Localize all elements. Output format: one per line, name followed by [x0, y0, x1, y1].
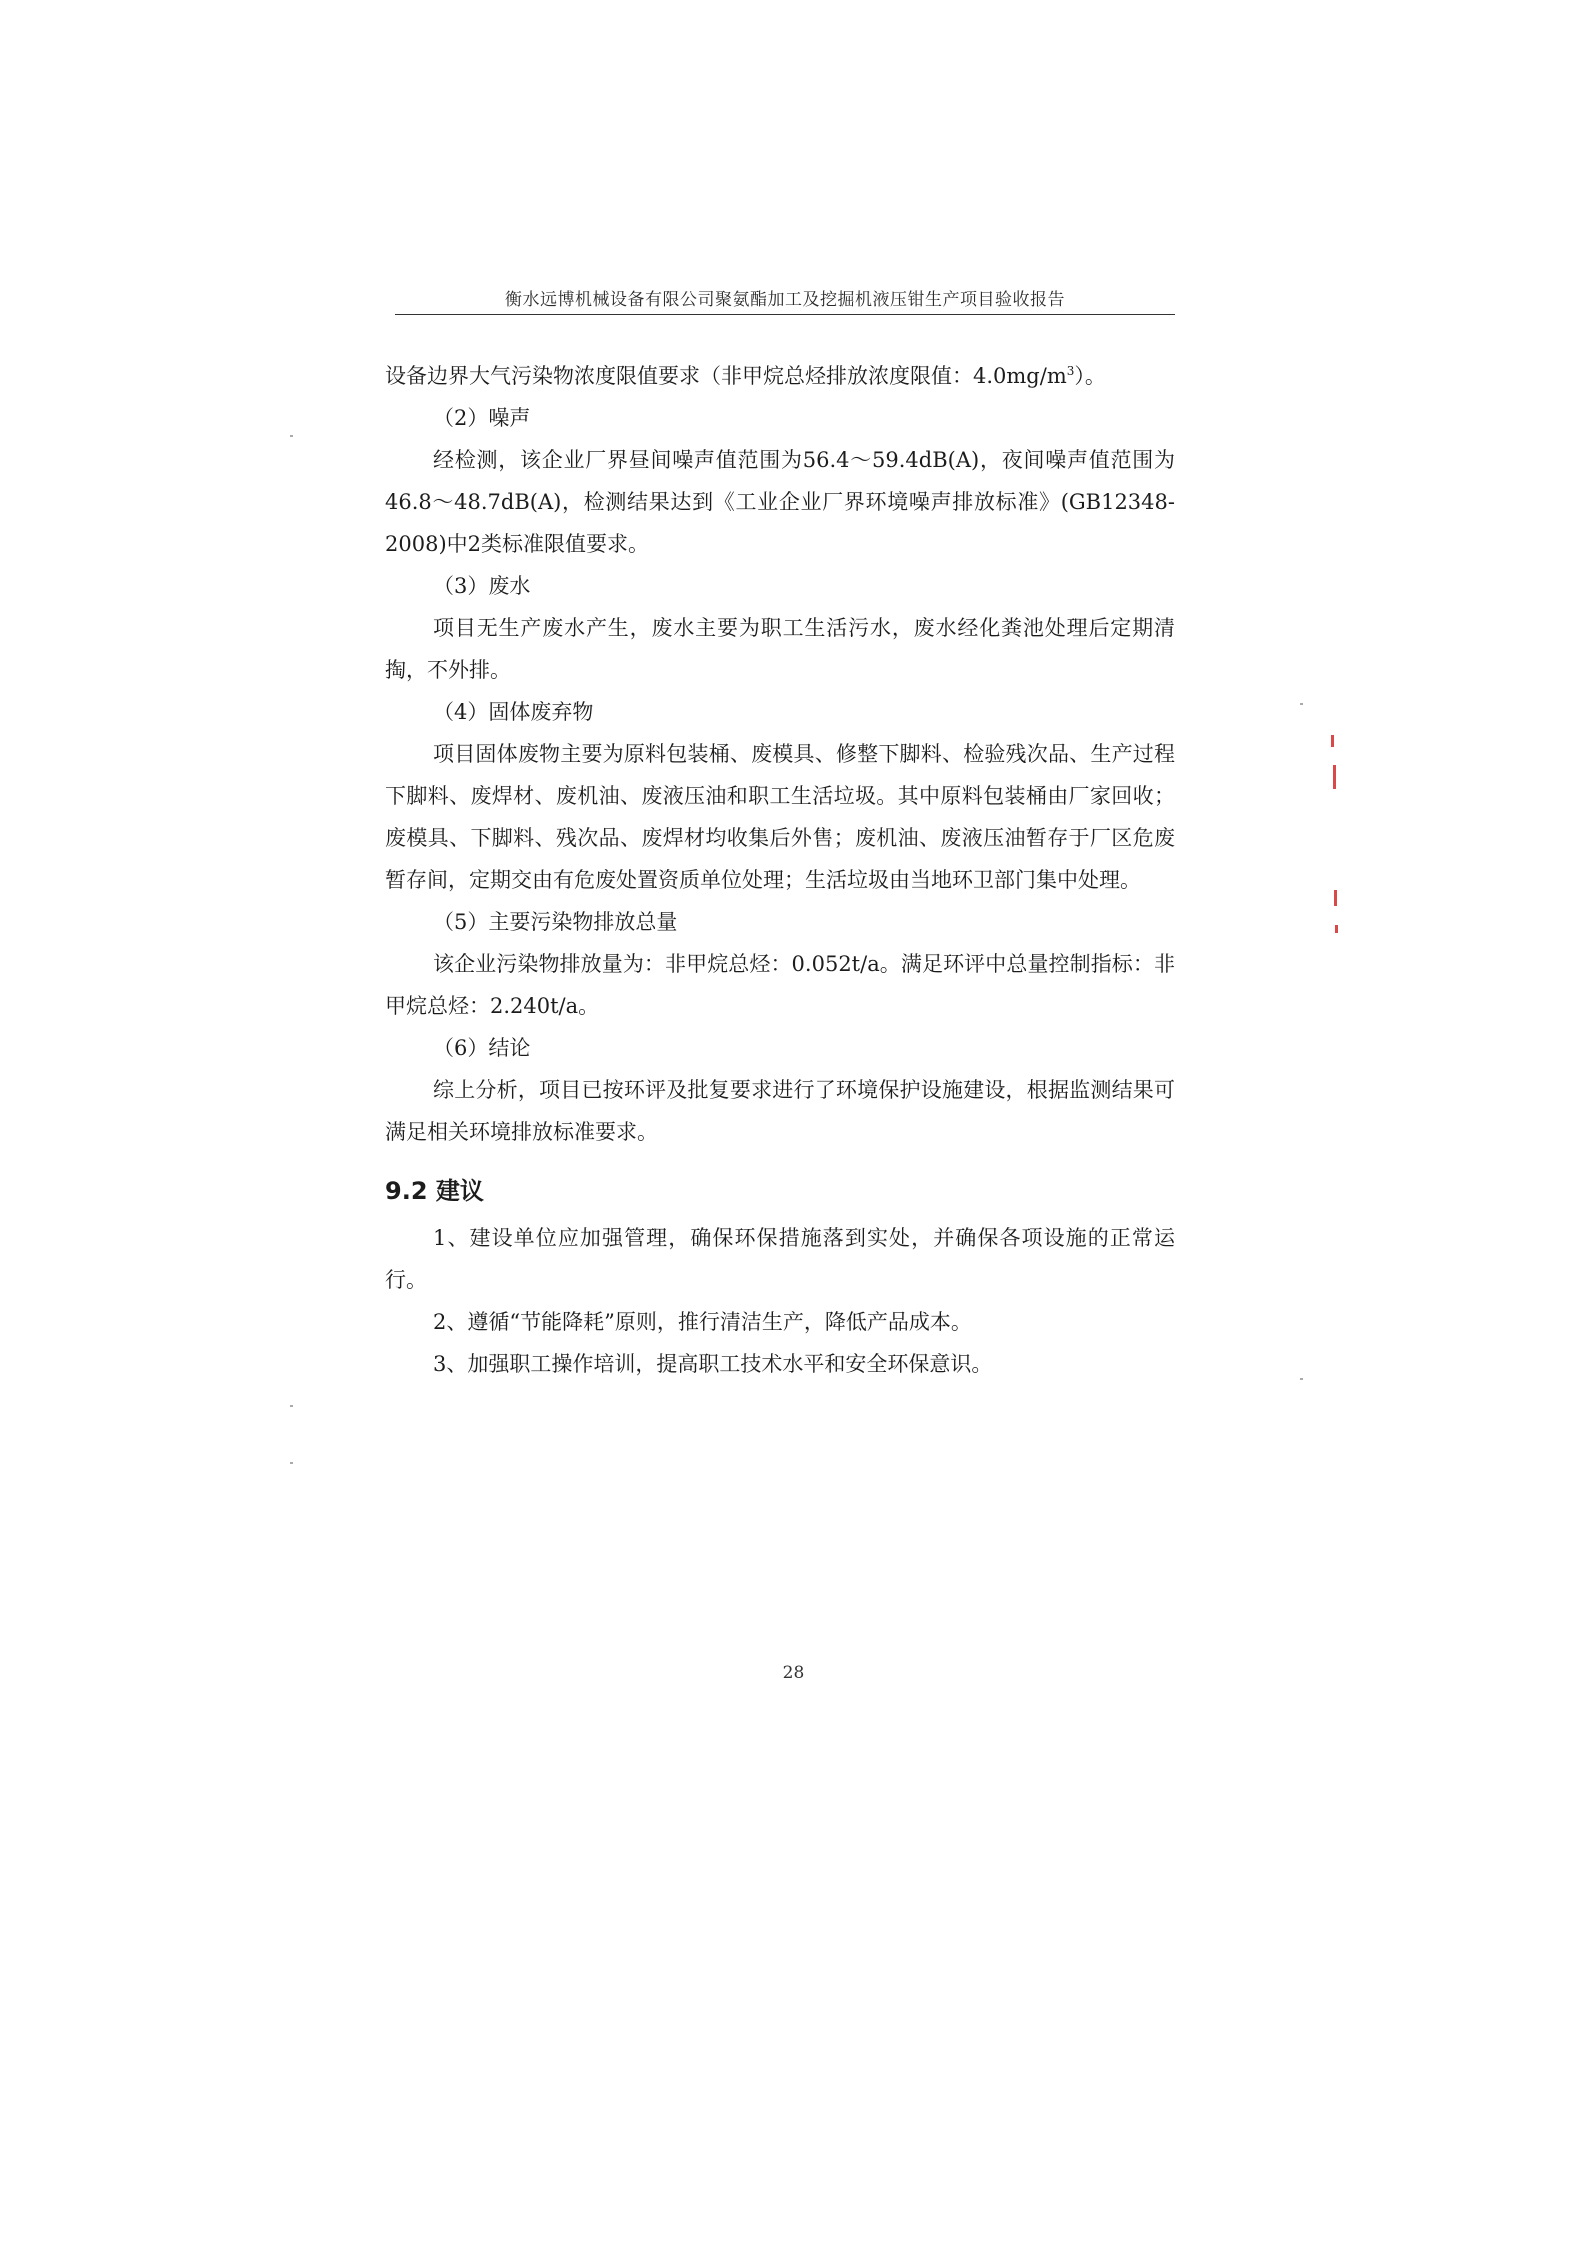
emission-total-paragraph: 该企业污染物排放量为：非甲烷总烃：0.052t/a。满足环评中总量控制指标：非甲烷总烃：2.240t/a。	[385, 952, 1175, 1018]
running-header: 衡水远博机械设备有限公司聚氨酯加工及挖掘机液压钳生产项目验收报告	[505, 290, 1065, 310]
heading-noise: （2）噪声	[433, 406, 531, 430]
heading-solid-waste: （4）固体废弃物	[433, 700, 594, 724]
noise-paragraph: 经检测，该企业厂界昼间噪声值范围为56.4～59.4dB(A)，夜间噪声值范围为46.8～48.7dB(A)，检测结果达到《工业企业厂界环境噪声排放标准》(GB12348-2008)中2类标准限值要求。	[385, 448, 1175, 556]
scan-speck	[1300, 1378, 1303, 1380]
header-rule	[395, 314, 1175, 315]
seal-mark	[1333, 765, 1336, 789]
seal-mark	[1335, 925, 1338, 933]
intro-text: 设备边界大气污染物浓度限值要求（非甲烷总烃排放浓度限值：4.0mg/m	[385, 364, 1067, 388]
conclusion-paragraph: 综上分析，项目已按环评及批复要求进行了环境保护设施建设，根据监测结果可满足相关环境排放标准要求。	[385, 1078, 1175, 1144]
scan-speck	[290, 435, 293, 437]
seal-mark	[1331, 735, 1334, 747]
page-content	[385, 355, 1175, 1385]
suggestion-item: 2、遵循“节能降耗”原则，推行清洁生产，降低产品成本。	[433, 1310, 972, 1334]
page-number: 28	[782, 1663, 805, 1683]
scan-speck	[1300, 703, 1303, 705]
section-title: 9.2 建议	[385, 1177, 484, 1205]
suggestion-item: 3、加强职工操作培训，提高职工技术水平和安全环保意识。	[433, 1352, 993, 1376]
scan-speck	[290, 1405, 293, 1407]
heading-emission-total: （5）主要污染物排放总量	[433, 910, 678, 934]
heading-wastewater: （3）废水	[433, 574, 531, 598]
intro-tail: ）。	[1074, 364, 1106, 388]
suggestion-item: 1、建设单位应加强管理，确保环保措施落到实处，并确保各项设施的正常运行。	[385, 1226, 1175, 1292]
scan-speck	[290, 1462, 293, 1464]
heading-conclusion: （6）结论	[433, 1036, 531, 1060]
intro-superscript: 3	[1066, 364, 1075, 378]
seal-mark	[1334, 890, 1337, 906]
intro-paragraph	[385, 355, 1175, 397]
solid-waste-paragraph: 项目固体废物主要为原料包装桶、废模具、修整下脚料、检验残次品、生产过程下脚料、废焊材、废机油、废液压油和职工生活垃圾。其中原料包装桶由厂家回收；废模具、下脚料、残次品、废焊材均收集后外售；废机油、废液压油暂存于厂区危废暂存间，定期交由有危废处置资质单位处理；生活垃圾由当地环卫部门集中处理。	[385, 742, 1175, 892]
wastewater-paragraph: 项目无生产废水产生，废水主要为职工生活污水，废水经化粪池处理后定期清掏，不外排。	[385, 616, 1175, 682]
